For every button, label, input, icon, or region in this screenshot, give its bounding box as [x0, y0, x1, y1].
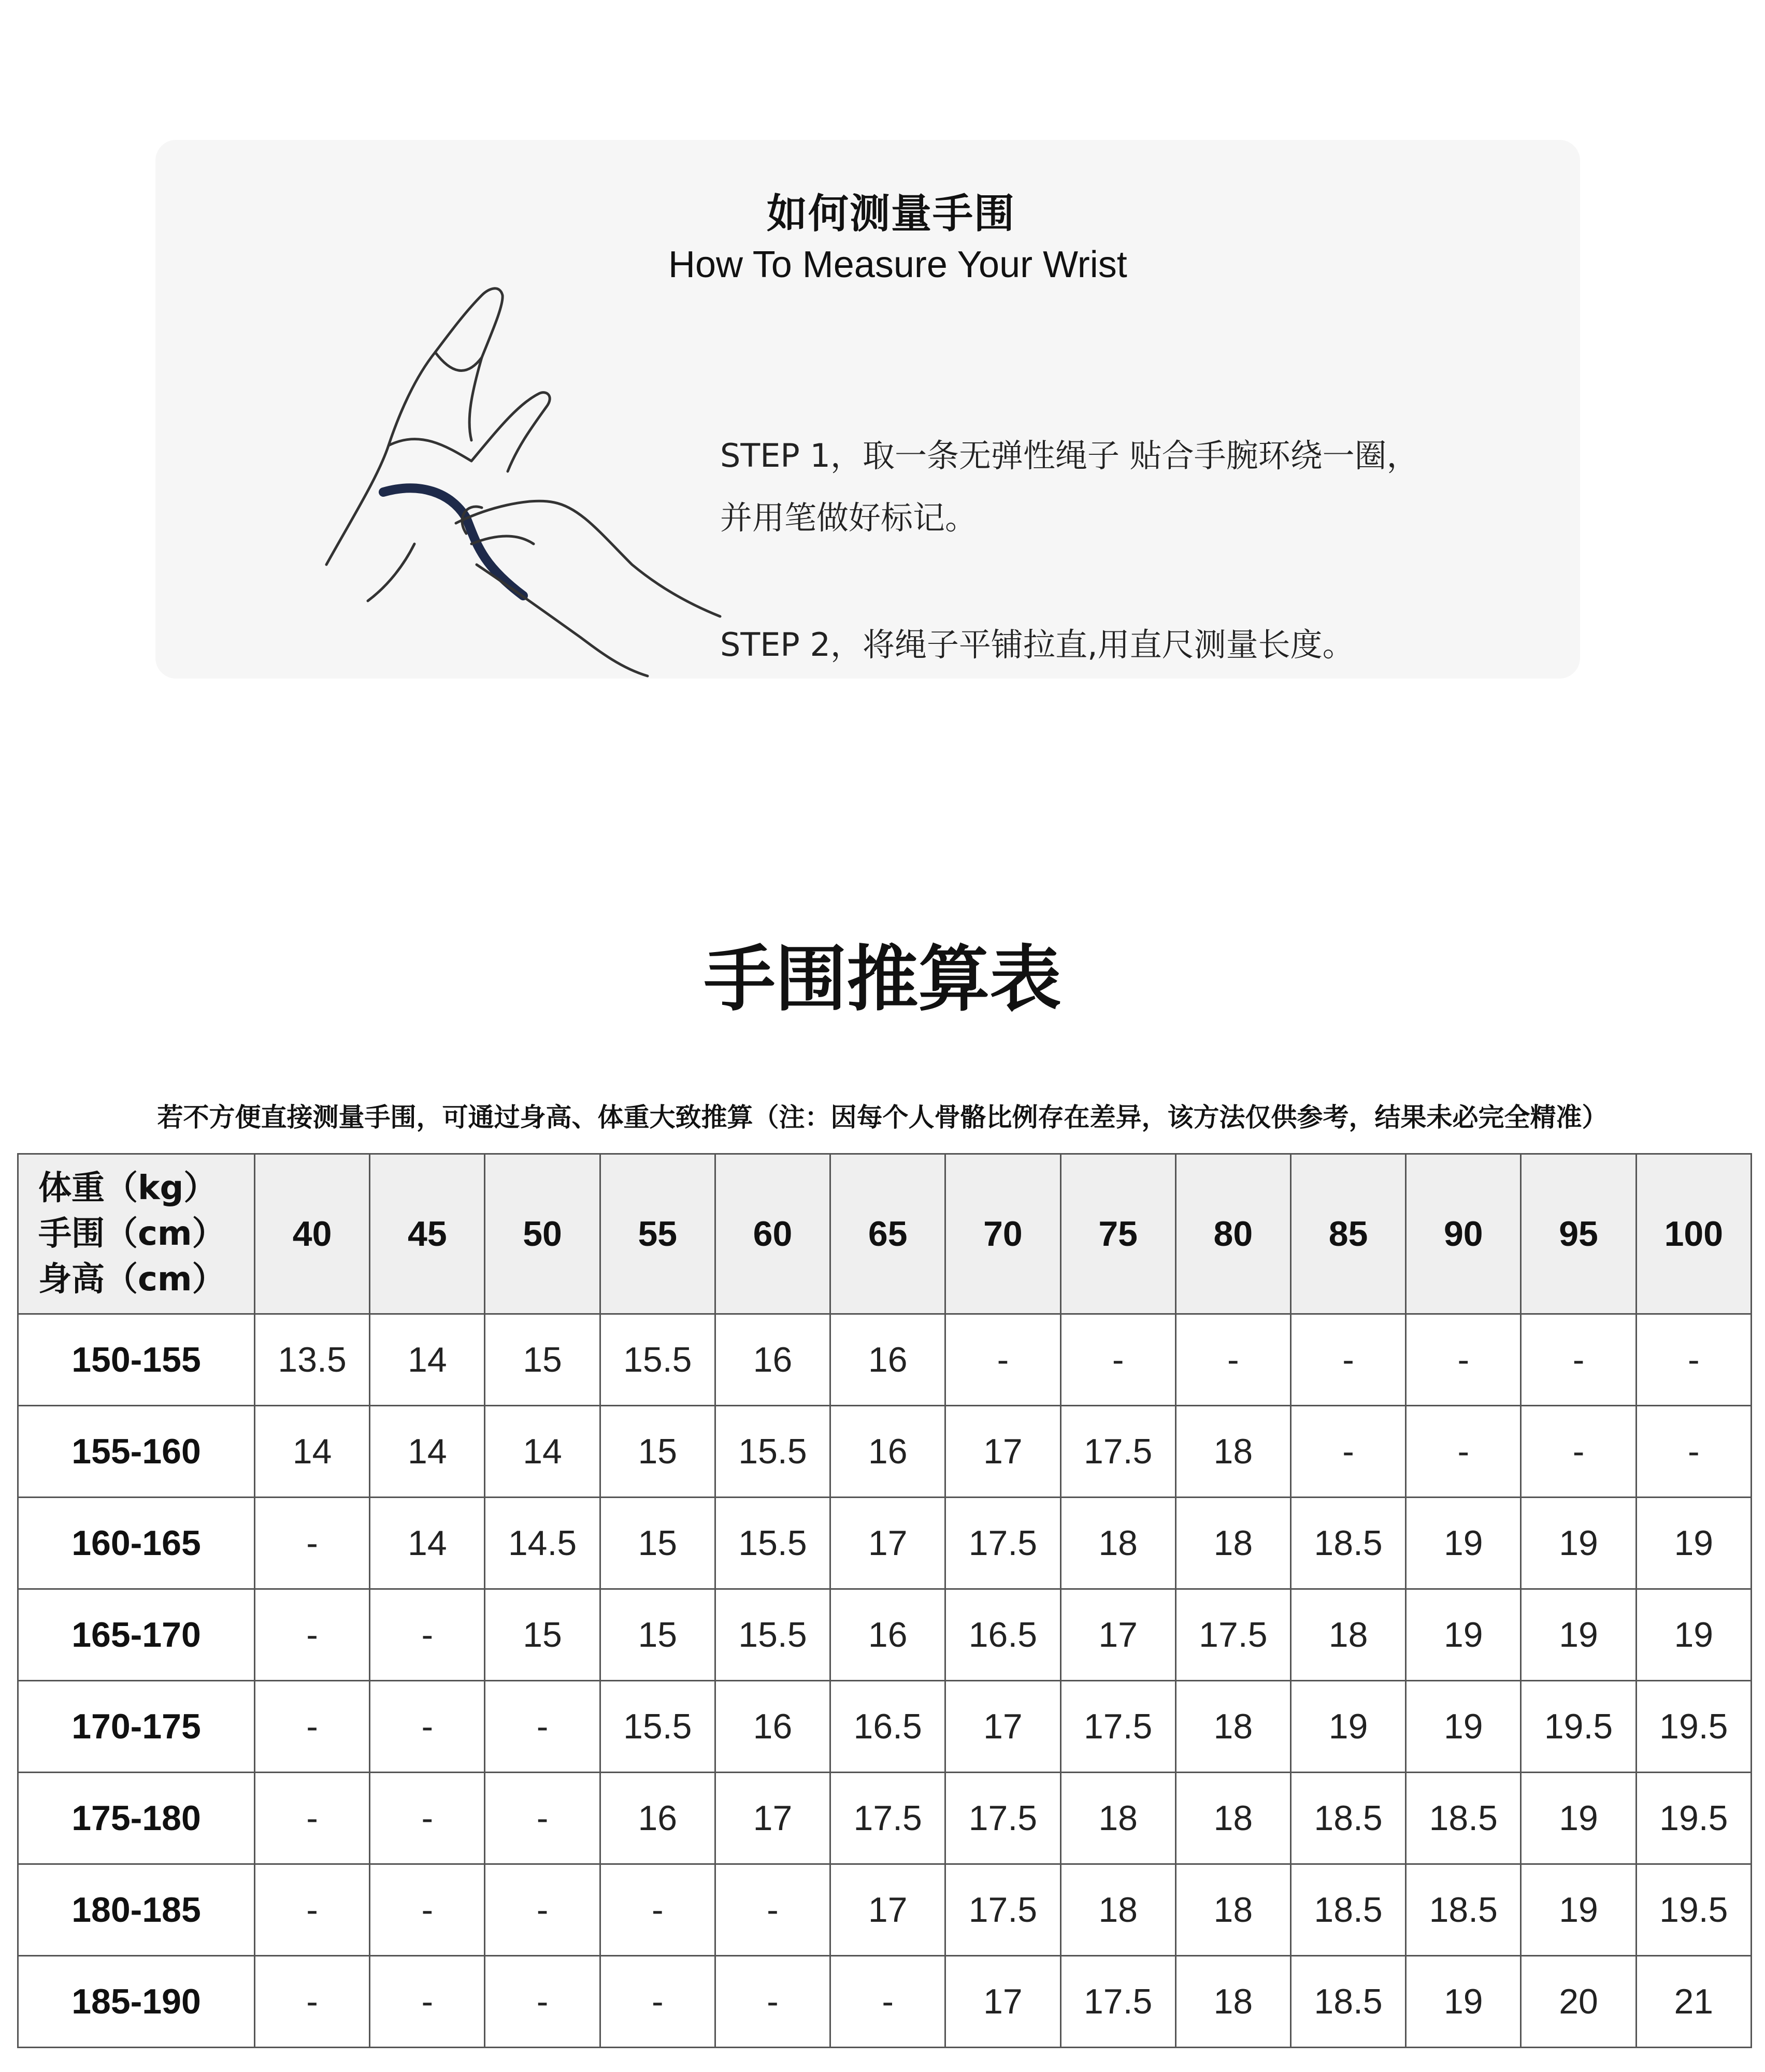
instruction-title-en: How To Measure Your Wrist	[668, 244, 1127, 285]
wrist-size-cell: 19	[1521, 1498, 1636, 1589]
wrist-size-cell: -	[255, 1498, 370, 1589]
wrist-size-cell: 16	[830, 1589, 945, 1681]
wrist-size-cell: 19	[1406, 1498, 1521, 1589]
wrist-size-cell: 19	[1636, 1498, 1751, 1589]
wrist-size-cell: 18	[1060, 1773, 1175, 1864]
wrist-size-cell: -	[485, 1956, 600, 2048]
wrist-label: 手围（cm）	[38, 1215, 225, 1253]
step1-text-continued: 并用笔做好标记。	[720, 499, 978, 537]
wrist-size-cell: 17.5	[945, 1498, 1060, 1589]
wrist-size-cell: 19	[1636, 1589, 1751, 1681]
wrist-size-cell: 17	[830, 1864, 945, 1956]
wrist-size-cell: 15.5	[715, 1406, 830, 1498]
wrist-size-cell: 19	[1521, 1773, 1636, 1864]
table-note: 若不方便直接测量手围，可通过身高、体重大致推算（注：因每个人骨骼比例存在差异，该方法仅供参考，结果未必完全精准）	[157, 1102, 1608, 1132]
wrist-size-cell: 19	[1406, 1956, 1521, 2048]
wrist-size-cell: 19	[1406, 1681, 1521, 1773]
wrist-size-cell: 15	[485, 1314, 600, 1406]
wrist-size-cell: -	[1406, 1406, 1521, 1498]
wrist-size-cell: 19	[1521, 1589, 1636, 1681]
wrist-size-cell: 17	[830, 1498, 945, 1589]
wrist-size-cell: 14.5	[485, 1498, 600, 1589]
wrist-size-cell: 16	[600, 1773, 715, 1864]
wrist-size-cell: 20	[1521, 1956, 1636, 2048]
wrist-size-cell: 17.5	[830, 1773, 945, 1864]
wrist-size-cell: 19.5	[1636, 1773, 1751, 1864]
height-label: 身高（cm）	[38, 1260, 225, 1299]
wrist-size-cell: 15	[485, 1589, 600, 1681]
weight-header: 80	[1175, 1154, 1290, 1314]
wrist-size-cell: 15.5	[600, 1681, 715, 1773]
wrist-size-cell: -	[1406, 1314, 1521, 1406]
wrist-size-cell: 18.5	[1290, 1773, 1405, 1864]
wrist-size-cell: 16	[715, 1314, 830, 1406]
wrist-size-cell: 14	[255, 1406, 370, 1498]
wrist-size-cell: 18	[1175, 1864, 1290, 1956]
wrist-size-cell: 18.5	[1406, 1773, 1521, 1864]
wrist-size-cell: 18	[1175, 1406, 1290, 1498]
height-range-cell: 165-170	[18, 1589, 255, 1681]
wrist-size-cell: 13.5	[255, 1314, 370, 1406]
wrist-size-cell: 18.5	[1290, 1864, 1405, 1956]
wrist-size-cell: 17.5	[1060, 1956, 1175, 2048]
wrist-size-cell: -	[255, 1773, 370, 1864]
wrist-size-cell: -	[370, 1589, 485, 1681]
wrist-size-cell: 17	[945, 1406, 1060, 1498]
wrist-size-cell: -	[945, 1314, 1060, 1406]
wrist-size-cell: 18	[1175, 1773, 1290, 1864]
wrist-size-cell: 17.5	[945, 1864, 1060, 1956]
wrist-size-cell: 15	[600, 1498, 715, 1589]
wrist-size-cell: 19	[1521, 1864, 1636, 1956]
wrist-size-cell: 17	[715, 1773, 830, 1864]
table-row	[18, 1681, 1752, 1773]
step2-text: STEP 2，将绳子平铺拉直,用直尺测量长度。	[720, 626, 1355, 664]
wrist-size-cell: -	[370, 1773, 485, 1864]
wrist-size-cell: 16.5	[945, 1589, 1060, 1681]
wrist-size-cell: 19.5	[1521, 1681, 1636, 1773]
wrist-size-cell: -	[255, 1589, 370, 1681]
wrist-size-cell: 21	[1636, 1956, 1751, 2048]
table-row	[18, 1498, 1752, 1589]
wrist-size-cell: 19.5	[1636, 1864, 1751, 1956]
wrist-size-cell: -	[255, 1864, 370, 1956]
height-range-cell: 175-180	[18, 1773, 255, 1864]
wrist-size-cell: -	[1521, 1314, 1636, 1406]
wrist-size-cell: 16	[830, 1314, 945, 1406]
table-row	[18, 1864, 1752, 1956]
wrist-size-cell: 16	[830, 1406, 945, 1498]
wrist-size-cell: -	[485, 1773, 600, 1864]
wrist-size-cell: -	[485, 1681, 600, 1773]
wrist-size-cell: -	[370, 1681, 485, 1773]
wrist-size-cell: 14	[485, 1406, 600, 1498]
weight-label: 体重（kg）	[38, 1169, 217, 1207]
measuring-tape	[383, 488, 523, 596]
weight-header: 55	[600, 1154, 715, 1314]
wrist-size-cell: -	[1290, 1406, 1405, 1498]
wrist-size-cell: 19	[1406, 1589, 1521, 1681]
hand-outline	[326, 289, 503, 565]
weight-header: 90	[1406, 1154, 1521, 1314]
weight-header: 75	[1060, 1154, 1175, 1314]
height-range-cell: 150-155	[18, 1314, 255, 1406]
wrist-size-cell: -	[600, 1956, 715, 2048]
height-range-cell: 185-190	[18, 1956, 255, 2048]
table-row	[18, 1773, 1752, 1864]
wrist-size-cell: 18	[1290, 1589, 1405, 1681]
wrist-size-cell: 17	[945, 1956, 1060, 2048]
wrist-size-cell: -	[1290, 1314, 1405, 1406]
wrist-size-cell: 17.5	[1060, 1406, 1175, 1498]
wrist-size-cell: 16	[715, 1681, 830, 1773]
wrist-size-cell: 18	[1175, 1956, 1290, 2048]
height-range-cell: 170-175	[18, 1681, 255, 1773]
wrist-measure-illustration	[311, 275, 725, 679]
wrist-size-cell: -	[255, 1681, 370, 1773]
height-range-cell: 180-185	[18, 1864, 255, 1956]
wrist-size-table	[17, 1153, 1752, 2048]
weight-header: 50	[485, 1154, 600, 1314]
weight-header: 45	[370, 1154, 485, 1314]
table-row	[18, 1589, 1752, 1681]
wrist-size-cell: -	[1521, 1406, 1636, 1498]
wrist-size-cell: -	[370, 1956, 485, 2048]
weight-header: 95	[1521, 1154, 1636, 1314]
table-title: 手围推算表	[704, 938, 1061, 1021]
wrist-size-cell: 17.5	[945, 1773, 1060, 1864]
weight-header: 100	[1636, 1154, 1751, 1314]
wrist-size-cell: 18	[1175, 1681, 1290, 1773]
wrist-size-cell: -	[255, 1956, 370, 2048]
height-range-cell: 160-165	[18, 1498, 255, 1589]
wrist-size-cell: 17.5	[1175, 1589, 1290, 1681]
wrist-size-cell: 18	[1175, 1498, 1290, 1589]
wrist-size-cell: 18.5	[1290, 1498, 1405, 1589]
wrist-size-cell: -	[715, 1956, 830, 2048]
weight-header: 65	[830, 1154, 945, 1314]
weight-header: 70	[945, 1154, 1060, 1314]
wrist-size-cell: 15	[600, 1589, 715, 1681]
wrist-size-cell: -	[1060, 1314, 1175, 1406]
wrist-size-cell: 14	[370, 1498, 485, 1589]
table-row	[18, 1314, 1752, 1406]
wrist-size-cell: -	[370, 1864, 485, 1956]
table-row	[18, 1956, 1752, 2048]
wrist-size-cell: 15.5	[715, 1589, 830, 1681]
wrist-size-cell: -	[1636, 1406, 1751, 1498]
wrist-size-cell: 15.5	[715, 1498, 830, 1589]
wrist-size-cell: 15.5	[600, 1314, 715, 1406]
wrist-size-cell: 18.5	[1290, 1956, 1405, 2048]
table-body	[18, 1314, 1752, 2048]
height-range-cell: 155-160	[18, 1406, 255, 1498]
wrist-size-cell: -	[1175, 1314, 1290, 1406]
wrist-size-cell: 19	[1290, 1681, 1405, 1773]
weight-header: 40	[255, 1154, 370, 1314]
wrist-size-cell: 15	[600, 1406, 715, 1498]
wrist-size-cell: -	[600, 1864, 715, 1956]
wrist-size-cell: -	[830, 1956, 945, 2048]
wrist-size-cell: 19.5	[1636, 1681, 1751, 1773]
corner-header	[18, 1154, 255, 1314]
wrist-size-cell: 16.5	[830, 1681, 945, 1773]
table-row	[18, 1406, 1752, 1498]
step1-text: STEP 1，取一条无弹性绳子 贴合手腕环绕一圈，	[720, 437, 1419, 474]
wrist-size-cell: 18	[1060, 1864, 1175, 1956]
wrist-size-cell: 14	[370, 1314, 485, 1406]
wrist-size-cell: 17	[945, 1681, 1060, 1773]
wrist-size-cell: -	[485, 1864, 600, 1956]
wrist-size-cell: 18	[1060, 1498, 1175, 1589]
weight-header: 60	[715, 1154, 830, 1314]
wrist-size-cell: 17.5	[1060, 1681, 1175, 1773]
wrist-size-cell: -	[715, 1864, 830, 1956]
wrist-size-cell: 18.5	[1406, 1864, 1521, 1956]
weight-header: 85	[1290, 1154, 1405, 1314]
wrist-size-cell: 14	[370, 1406, 485, 1498]
header-row	[18, 1154, 1752, 1314]
instruction-title-cn: 如何测量手围	[767, 190, 1016, 237]
wrist-size-cell: -	[1636, 1314, 1751, 1406]
wrist-size-cell: 17	[1060, 1589, 1175, 1681]
